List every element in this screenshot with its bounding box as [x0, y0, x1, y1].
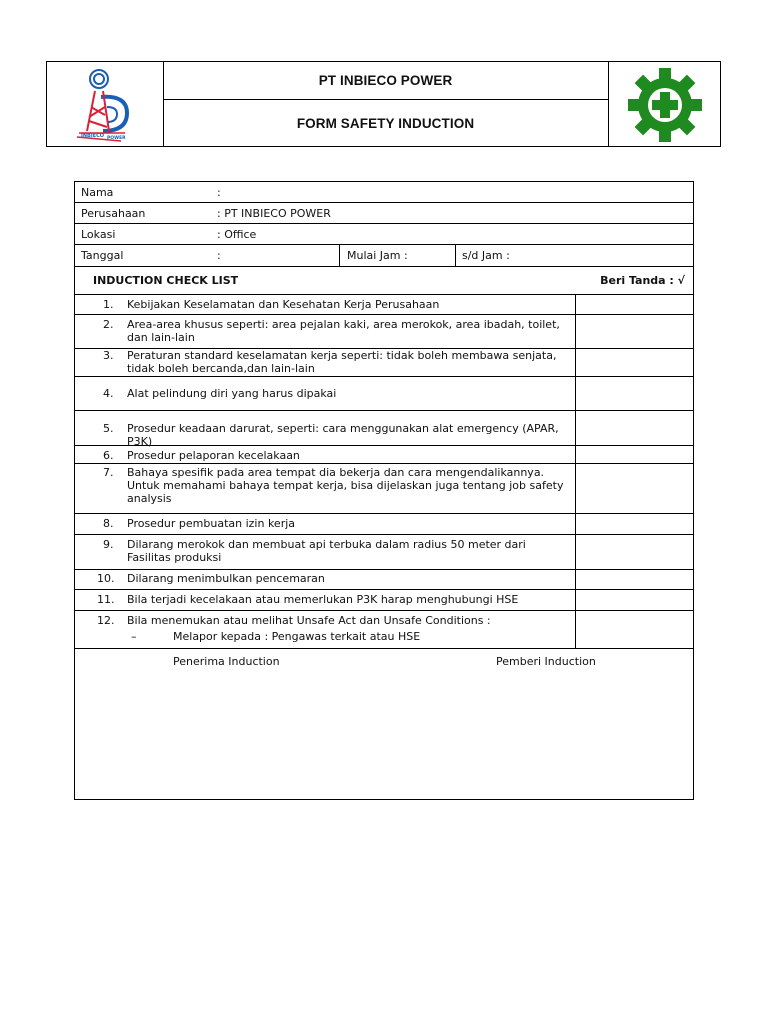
giver-signature-label: Pemberi Induction — [496, 655, 596, 668]
logo-text-left: INBIECO — [81, 133, 105, 139]
item-text: Bila terjadi kecelakaan atau memerlukan P3K harap menghubungi HSE — [127, 593, 519, 606]
tanggal-label: Tanggal — [81, 249, 124, 262]
checklist-title: INDUCTION CHECK LIST — [93, 274, 239, 287]
lokasi-field[interactable]: : Office — [217, 228, 257, 241]
item-number: 8. — [103, 517, 114, 530]
item-number: 9. — [103, 538, 114, 551]
item-text: Kebijakan Keselamatan dan Kesehatan Kerja Perusahaan — [127, 298, 440, 311]
item-text: Peraturan standard keselamatan kerja seperti: tidak boleh membawa senjata, tidak boleh bercanda,dan lain-lain — [127, 349, 557, 375]
logo-text-right: POWER — [107, 136, 126, 141]
nama-label: Nama — [81, 186, 114, 199]
receiver-signature-label: Penerima Induction — [173, 655, 280, 668]
item-text: Bila menemukan atau melihat Unsafe Act dan Unsafe Conditions : — [127, 614, 491, 627]
nama-field[interactable]: : — [217, 186, 221, 199]
item-number: 6. — [103, 449, 114, 462]
header-title-cell — [163, 62, 609, 146]
k3-logo-cell — [608, 62, 720, 146]
item-number: 7. — [103, 466, 114, 479]
item-text: Prosedur pembuatan izin kerja — [127, 517, 296, 530]
sd-jam-field[interactable]: s/d Jam : — [462, 249, 510, 262]
form-header — [46, 61, 721, 147]
company-logo-cell — [47, 62, 164, 146]
item-number: 5. — [103, 422, 114, 435]
item-number: 10. — [97, 572, 115, 585]
company-name: PT INBIECO POWER — [318, 73, 453, 88]
mark-column-label: Beri Tanda : √ — [600, 274, 685, 287]
item-text: Dilarang menimbulkan pencemaran — [127, 572, 325, 585]
item-text: Area-area khusus seperti: area pejalan kaki, area merokok, area ibadah, toilet, dan lain-lain — [127, 318, 560, 344]
item-text: Alat pelindung diri yang harus dipakai — [127, 387, 337, 400]
item-number: 11. — [97, 593, 115, 606]
item-number: 3. — [103, 349, 114, 362]
sub-bullet: – — [131, 630, 137, 643]
lokasi-label: Lokasi — [81, 228, 116, 241]
form-title: FORM SAFETY INDUCTION — [296, 115, 475, 131]
item-text: Prosedur keadaan darurat, seperti: cara menggunakan alat emergency (APAR, P3K) — [127, 422, 559, 448]
item-number: 1. — [103, 298, 114, 311]
tanggal-field[interactable]: : — [217, 249, 221, 262]
mulai-jam-field[interactable]: Mulai Jam : — [347, 249, 408, 262]
sub-item-text: Melapor kepada : Pengawas terkait atau HSE — [173, 630, 421, 643]
item-number: 2. — [103, 318, 114, 331]
k3-safety-gear-icon — [627, 67, 703, 143]
item-number: 4. — [103, 387, 114, 400]
inbieco-logo-icon — [75, 67, 135, 143]
induction-form — [74, 181, 694, 800]
item-text: Prosedur pelaporan kecelakaan — [127, 449, 300, 462]
perusahaan-field[interactable]: : PT INBIECO POWER — [217, 207, 331, 220]
perusahaan-label: Perusahaan — [81, 207, 146, 220]
item-text: Dilarang merokok dan membuat api terbuka dalam radius 50 meter dari Fasilitas produksi — [127, 538, 526, 564]
item-number: 12. — [97, 614, 115, 627]
item-text: Bahaya spesifik pada area tempat dia bekerja dan cara mengendalikannya. Untuk memahami bahaya tempat kerja, bisa dijelaskan juga tentang job safety analysis — [127, 466, 564, 505]
